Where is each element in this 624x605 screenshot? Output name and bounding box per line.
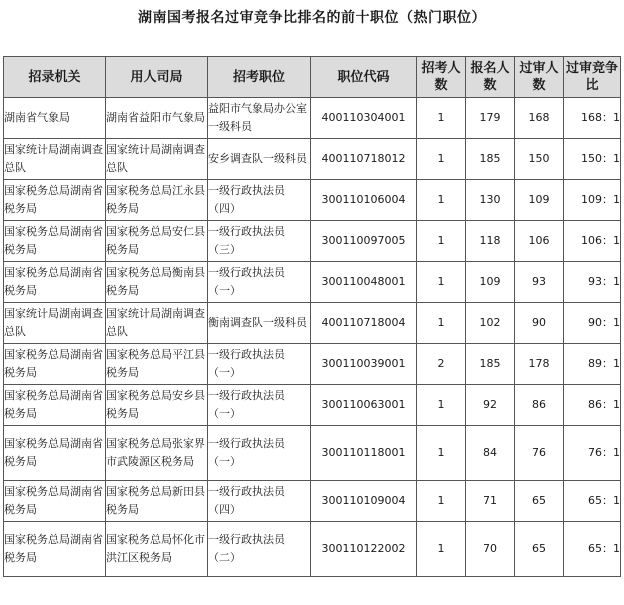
cell-department: 国家税务总局新田县税务局 [106, 481, 208, 522]
cell-approved: 93 [515, 262, 564, 303]
cell-position: 一级行政执法员（四） [208, 481, 311, 522]
cell-applicants: 84 [466, 426, 515, 481]
header-approved: 过审人数 [515, 57, 564, 98]
header-applicants: 报名人数 [466, 57, 515, 98]
ranking-table [3, 56, 621, 577]
cell-approved: 178 [515, 344, 564, 385]
header-position-code: 职位代码 [311, 57, 417, 98]
table-header-row [4, 57, 621, 98]
cell-position: 益阳市气象局办公室一级科员 [208, 98, 311, 139]
cell-position: 一级行政执法员（一） [208, 385, 311, 426]
cell-ratio: 168：1 [564, 98, 621, 139]
cell-code: 300110106004 [311, 180, 417, 221]
cell-quota: 1 [417, 426, 466, 481]
cell-agency: 国家税务总局湖南省税务局 [4, 262, 106, 303]
table-row [4, 426, 621, 481]
table-row [4, 385, 621, 426]
cell-quota: 1 [417, 303, 466, 344]
cell-position: 一级行政执法员（二） [208, 522, 311, 577]
cell-ratio: 150：1 [564, 139, 621, 180]
page-title: 湖南国考报名过审竞争比排名的前十职位（热门职位） [138, 10, 486, 26]
cell-quota: 1 [417, 522, 466, 577]
cell-department: 国家统计局湖南调查总队 [106, 139, 208, 180]
table-row [4, 221, 621, 262]
cell-applicants: 130 [466, 180, 515, 221]
cell-quota: 1 [417, 139, 466, 180]
header-position: 招考职位 [208, 57, 311, 98]
cell-quota: 1 [417, 98, 466, 139]
cell-agency: 湖南省气象局 [4, 98, 106, 139]
cell-ratio: 90：1 [564, 303, 621, 344]
cell-approved: 106 [515, 221, 564, 262]
header-agency: 招录机关 [4, 57, 106, 98]
cell-agency: 国家税务总局湖南省税务局 [4, 426, 106, 481]
cell-code: 300110097005 [311, 221, 417, 262]
table-row [4, 522, 621, 577]
cell-department: 国家税务总局衡南县税务局 [106, 262, 208, 303]
cell-code: 300110063001 [311, 385, 417, 426]
table-row [4, 180, 621, 221]
cell-code: 300110039001 [311, 344, 417, 385]
cell-ratio: 109：1 [564, 180, 621, 221]
cell-position: 一级行政执法员（一） [208, 426, 311, 481]
cell-applicants: 179 [466, 98, 515, 139]
cell-code: 300110118001 [311, 426, 417, 481]
cell-approved: 76 [515, 426, 564, 481]
cell-applicants: 102 [466, 303, 515, 344]
cell-department: 湖南省益阳市气象局 [106, 98, 208, 139]
cell-quota: 1 [417, 180, 466, 221]
cell-applicants: 70 [466, 522, 515, 577]
table-row [4, 344, 621, 385]
cell-department: 国家税务总局张家界市武陵源区税务局 [106, 426, 208, 481]
cell-agency: 国家税务总局湖南省税务局 [4, 221, 106, 262]
cell-quota: 1 [417, 262, 466, 303]
table-row [4, 98, 621, 139]
header-quota: 招考人数 [417, 57, 466, 98]
cell-ratio: 89：1 [564, 344, 621, 385]
cell-approved: 65 [515, 522, 564, 577]
cell-quota: 1 [417, 385, 466, 426]
cell-approved: 65 [515, 481, 564, 522]
cell-department: 国家税务总局江永县税务局 [106, 180, 208, 221]
cell-applicants: 109 [466, 262, 515, 303]
cell-approved: 90 [515, 303, 564, 344]
cell-quota: 1 [417, 221, 466, 262]
cell-position: 一级行政执法员（一） [208, 262, 311, 303]
cell-approved: 86 [515, 385, 564, 426]
cell-approved: 168 [515, 98, 564, 139]
cell-agency: 国家税务总局湖南省税务局 [4, 385, 106, 426]
cell-code: 400110718004 [311, 303, 417, 344]
table-row [4, 262, 621, 303]
cell-agency: 国家税务总局湖南省税务局 [4, 481, 106, 522]
cell-code: 400110304001 [311, 98, 417, 139]
cell-applicants: 71 [466, 481, 515, 522]
cell-applicants: 118 [466, 221, 515, 262]
cell-ratio: 106：1 [564, 221, 621, 262]
cell-ratio: 86：1 [564, 385, 621, 426]
cell-position: 一级行政执法员（一） [208, 344, 311, 385]
cell-department: 国家税务总局安仁县税务局 [106, 221, 208, 262]
cell-ratio: 65：1 [564, 522, 621, 577]
cell-quota: 2 [417, 344, 466, 385]
cell-position: 安乡调查队一级科员 [208, 139, 311, 180]
cell-ratio: 76：1 [564, 426, 621, 481]
cell-agency: 国家统计局湖南调查总队 [4, 303, 106, 344]
cell-approved: 109 [515, 180, 564, 221]
cell-department: 国家统计局湖南调查总队 [106, 303, 208, 344]
cell-department: 国家税务总局平江县税务局 [106, 344, 208, 385]
cell-position: 一级行政执法员（四） [208, 180, 311, 221]
cell-position: 一级行政执法员（三） [208, 221, 311, 262]
cell-applicants: 185 [466, 139, 515, 180]
cell-agency: 国家税务总局湖南省税务局 [4, 522, 106, 577]
cell-department: 国家税务总局安乡县税务局 [106, 385, 208, 426]
table-row [4, 139, 621, 180]
cell-applicants: 92 [466, 385, 515, 426]
cell-code: 300110109004 [311, 481, 417, 522]
table-row [4, 481, 621, 522]
cell-ratio: 93：1 [564, 262, 621, 303]
cell-department: 国家税务总局怀化市洪江区税务局 [106, 522, 208, 577]
cell-agency: 国家税务总局湖南省税务局 [4, 180, 106, 221]
cell-code: 400110718012 [311, 139, 417, 180]
cell-code: 300110122002 [311, 522, 417, 577]
cell-code: 300110048001 [311, 262, 417, 303]
cell-approved: 150 [515, 139, 564, 180]
table-row [4, 303, 621, 344]
header-ratio: 过审竞争比 [564, 57, 621, 98]
header-department: 用人司局 [106, 57, 208, 98]
cell-ratio: 65：1 [564, 481, 621, 522]
cell-quota: 1 [417, 481, 466, 522]
cell-agency: 国家统计局湖南调查总队 [4, 139, 106, 180]
cell-applicants: 185 [466, 344, 515, 385]
cell-position: 衡南调查队一级科员 [208, 303, 311, 344]
cell-agency: 国家税务总局湖南省税务局 [4, 344, 106, 385]
